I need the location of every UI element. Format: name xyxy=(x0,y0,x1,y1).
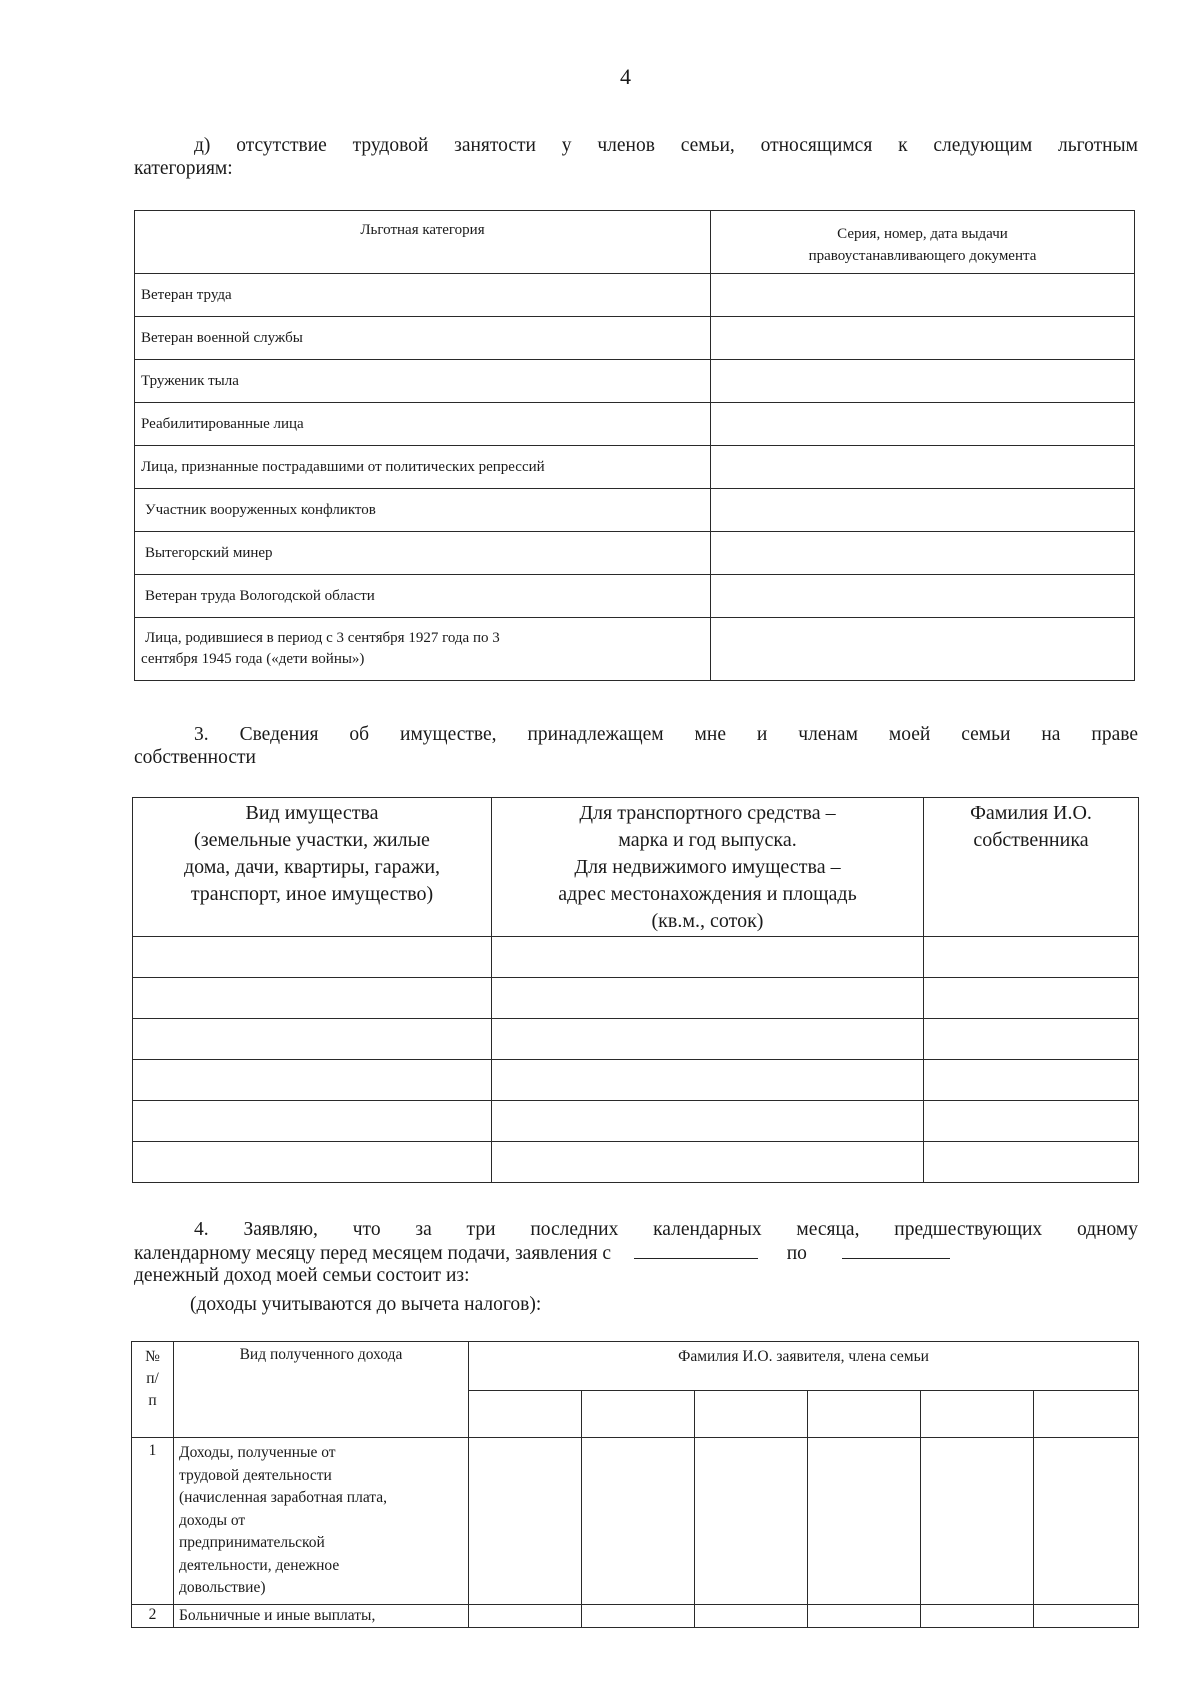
member-name-cell[interactable] xyxy=(808,1391,921,1438)
section-4-line3: денежный доход моей семьи состоит из: xyxy=(134,1265,470,1286)
benefits-header-category-text: Льготная категория xyxy=(360,222,485,238)
table-row xyxy=(133,937,1139,978)
benefit-category-cell: Ветеран военной службы xyxy=(135,317,711,360)
income-row-type-line: Доходы, полученные от xyxy=(179,1444,336,1461)
income-header-type: Вид полученного дохода xyxy=(174,1342,469,1438)
property-header-type-line: дома, дачи, квартиры, гаражи, xyxy=(183,856,441,878)
benefits-table-header-row xyxy=(135,211,1135,274)
property-header-owner xyxy=(924,798,1139,937)
property-owner-cell[interactable] xyxy=(924,978,1139,1019)
table-row xyxy=(135,403,1135,446)
income-row-number: 1 xyxy=(132,1438,174,1605)
income-header-row xyxy=(132,1342,1139,1391)
table-row xyxy=(135,489,1135,532)
document-input-cell[interactable] xyxy=(711,360,1135,403)
income-amount-cell[interactable] xyxy=(469,1604,582,1627)
property-table xyxy=(132,797,1139,1183)
property-type-cell[interactable] xyxy=(133,978,492,1019)
property-type-cell[interactable] xyxy=(133,937,492,978)
benefit-category-cell xyxy=(135,618,711,681)
income-row-type-line: Больничные и иные выплаты, xyxy=(179,1606,376,1624)
property-header-owner-line: Фамилия И.О. xyxy=(970,802,1092,824)
benefits-header-category xyxy=(135,211,711,274)
member-name-cell[interactable] xyxy=(469,1391,582,1438)
property-owner-cell[interactable] xyxy=(924,937,1139,978)
income-row-number: 2 xyxy=(132,1604,174,1627)
date-from-field[interactable] xyxy=(634,1241,758,1259)
date-to-field[interactable] xyxy=(842,1241,950,1259)
income-header-number xyxy=(132,1342,174,1438)
property-header-owner-line: собственника xyxy=(973,829,1089,851)
income-header-number-line: № xyxy=(145,1348,160,1365)
benefit-category-cell: Труженик тыла xyxy=(135,360,711,403)
document-input-cell[interactable] xyxy=(711,489,1135,532)
income-row-type xyxy=(174,1438,469,1605)
benefits-header-document xyxy=(711,211,1135,274)
section-4-by-label: по xyxy=(786,1243,807,1264)
property-type-cell[interactable] xyxy=(133,1101,492,1142)
document-input-cell[interactable] xyxy=(711,403,1135,446)
section-3-line2: собственности xyxy=(134,747,256,768)
property-type-cell[interactable] xyxy=(133,1019,492,1060)
income-amount-cell[interactable] xyxy=(1034,1604,1139,1627)
income-row-type-line: доходы от xyxy=(179,1511,246,1529)
income-amount-cell[interactable] xyxy=(808,1604,921,1627)
property-header-type-line: Вид имущества xyxy=(245,802,379,824)
property-owner-cell[interactable] xyxy=(924,1019,1139,1060)
benefit-category-cell: Вытегорский минер xyxy=(135,532,711,575)
property-owner-cell[interactable] xyxy=(924,1060,1139,1101)
section-4-line2-text: календарному месяцу перед месяцем подачи, заявления с xyxy=(134,1243,611,1264)
benefit-category-cell: Лица, признанные пострадавшими от политических репрессий xyxy=(135,446,711,489)
income-amount-cell[interactable] xyxy=(921,1604,1034,1627)
property-header-type xyxy=(133,798,492,937)
property-header-details-line: Для транспортного средства – xyxy=(579,802,836,824)
table-row xyxy=(135,360,1135,403)
document-input-cell[interactable] xyxy=(711,317,1135,360)
table-row xyxy=(135,317,1135,360)
section-3-line1: 3. Сведения об имуществе, принадлежащем мне и членам моей семьи на праве xyxy=(194,724,1138,745)
income-amount-cell[interactable] xyxy=(582,1604,695,1627)
table-row xyxy=(135,532,1135,575)
benefit-category-cell: Ветеран труда xyxy=(135,274,711,317)
benefit-category-cell: Реабилитированные лица xyxy=(135,403,711,446)
income-header-members: Фамилия И.О. заявителя, члена семьи xyxy=(469,1342,1139,1391)
table-row xyxy=(135,274,1135,317)
income-amount-cell[interactable] xyxy=(921,1438,1034,1605)
section-d-line1: д) отсутствие трудовой занятости у членов семьи, относящимся к следующим льготным xyxy=(194,135,1138,156)
property-header-details-line: адрес местонахождения и площадь xyxy=(558,883,857,905)
income-row-type-line: трудовой деятельности xyxy=(179,1466,332,1484)
table-row xyxy=(132,1604,1139,1627)
property-details-cell[interactable] xyxy=(492,1101,924,1142)
benefit-category-line2: сентября 1945 года («дети войны») xyxy=(141,651,365,667)
table-row xyxy=(133,1060,1139,1101)
property-details-cell[interactable] xyxy=(492,1142,924,1183)
property-type-cell[interactable] xyxy=(133,1142,492,1183)
benefits-header-document-line1: Серия, номер, дата выдачи xyxy=(837,226,1008,242)
property-header-type-line: (земельные участки, жилые xyxy=(194,829,430,851)
table-row xyxy=(135,446,1135,489)
document-input-cell[interactable] xyxy=(711,618,1135,681)
property-details-cell[interactable] xyxy=(492,1019,924,1060)
property-header-details-line: Для недвижимого имущества – xyxy=(574,856,841,878)
table-row xyxy=(133,1019,1139,1060)
income-row-type-line: довольствие) xyxy=(179,1579,266,1596)
page-number: 4 xyxy=(620,64,631,89)
property-header-details-line: (кв.м., соток) xyxy=(651,910,764,932)
benefit-category-cell: Ветеран труда Вологодской области xyxy=(135,575,711,618)
table-row xyxy=(133,1101,1139,1142)
benefits-header-document-line2: правоустанавливающего документа xyxy=(808,248,1037,264)
section-4-line1: 4. Заявляю, что за три последних календарных месяца, предшествующих одному xyxy=(194,1219,1138,1240)
member-name-cell[interactable] xyxy=(582,1391,695,1438)
member-name-cell[interactable] xyxy=(921,1391,1034,1438)
income-table xyxy=(131,1341,1139,1628)
income-amount-cell[interactable] xyxy=(695,1604,808,1627)
income-amount-cell[interactable] xyxy=(469,1438,582,1605)
property-details-cell[interactable] xyxy=(492,1060,924,1101)
table-row xyxy=(133,1142,1139,1183)
table-row xyxy=(135,618,1135,681)
property-header-details xyxy=(492,798,924,937)
member-name-cell[interactable] xyxy=(695,1391,808,1438)
document-input-cell[interactable] xyxy=(711,532,1135,575)
member-name-cell[interactable] xyxy=(1034,1391,1139,1438)
benefits-table xyxy=(134,210,1135,681)
table-row xyxy=(135,575,1135,618)
property-owner-cell[interactable] xyxy=(924,1101,1139,1142)
section-4-line2 xyxy=(134,1241,1138,1265)
income-row-type-line: (начисленная заработная плата, xyxy=(179,1489,388,1506)
income-header-number-line: п xyxy=(148,1392,157,1409)
section-4-line4: (доходы учитываются до вычета налогов): xyxy=(190,1294,542,1315)
section-d-line2: категориям: xyxy=(134,158,233,179)
income-amount-cell[interactable] xyxy=(808,1438,921,1605)
property-details-cell[interactable] xyxy=(492,978,924,1019)
income-amount-cell[interactable] xyxy=(1034,1438,1139,1605)
property-header-type-line: транспорт, иное имущество) xyxy=(190,883,434,905)
document-input-cell[interactable] xyxy=(711,274,1135,317)
property-table-header-row xyxy=(133,798,1139,937)
property-owner-cell[interactable] xyxy=(924,1142,1139,1183)
income-row-type-line: деятельности, денежное xyxy=(179,1556,340,1574)
table-row xyxy=(133,978,1139,1019)
property-type-cell[interactable] xyxy=(133,1060,492,1101)
property-details-cell[interactable] xyxy=(492,937,924,978)
income-row-type xyxy=(174,1604,469,1627)
property-header-details-line: марка и год выпуска. xyxy=(618,829,797,851)
income-amount-cell[interactable] xyxy=(582,1438,695,1605)
document-input-cell[interactable] xyxy=(711,575,1135,618)
benefit-category-cell: Участник вооруженных конфликтов xyxy=(135,489,711,532)
table-row xyxy=(132,1438,1139,1605)
document-input-cell[interactable] xyxy=(711,446,1135,489)
income-row-type-line: предпринимательской xyxy=(179,1534,325,1551)
income-amount-cell[interactable] xyxy=(695,1438,808,1605)
income-header-number-line: п/ xyxy=(146,1370,159,1387)
benefit-category-line1: Лица, родившиеся в период с 3 сентября 1927 года по 3 xyxy=(145,630,500,646)
